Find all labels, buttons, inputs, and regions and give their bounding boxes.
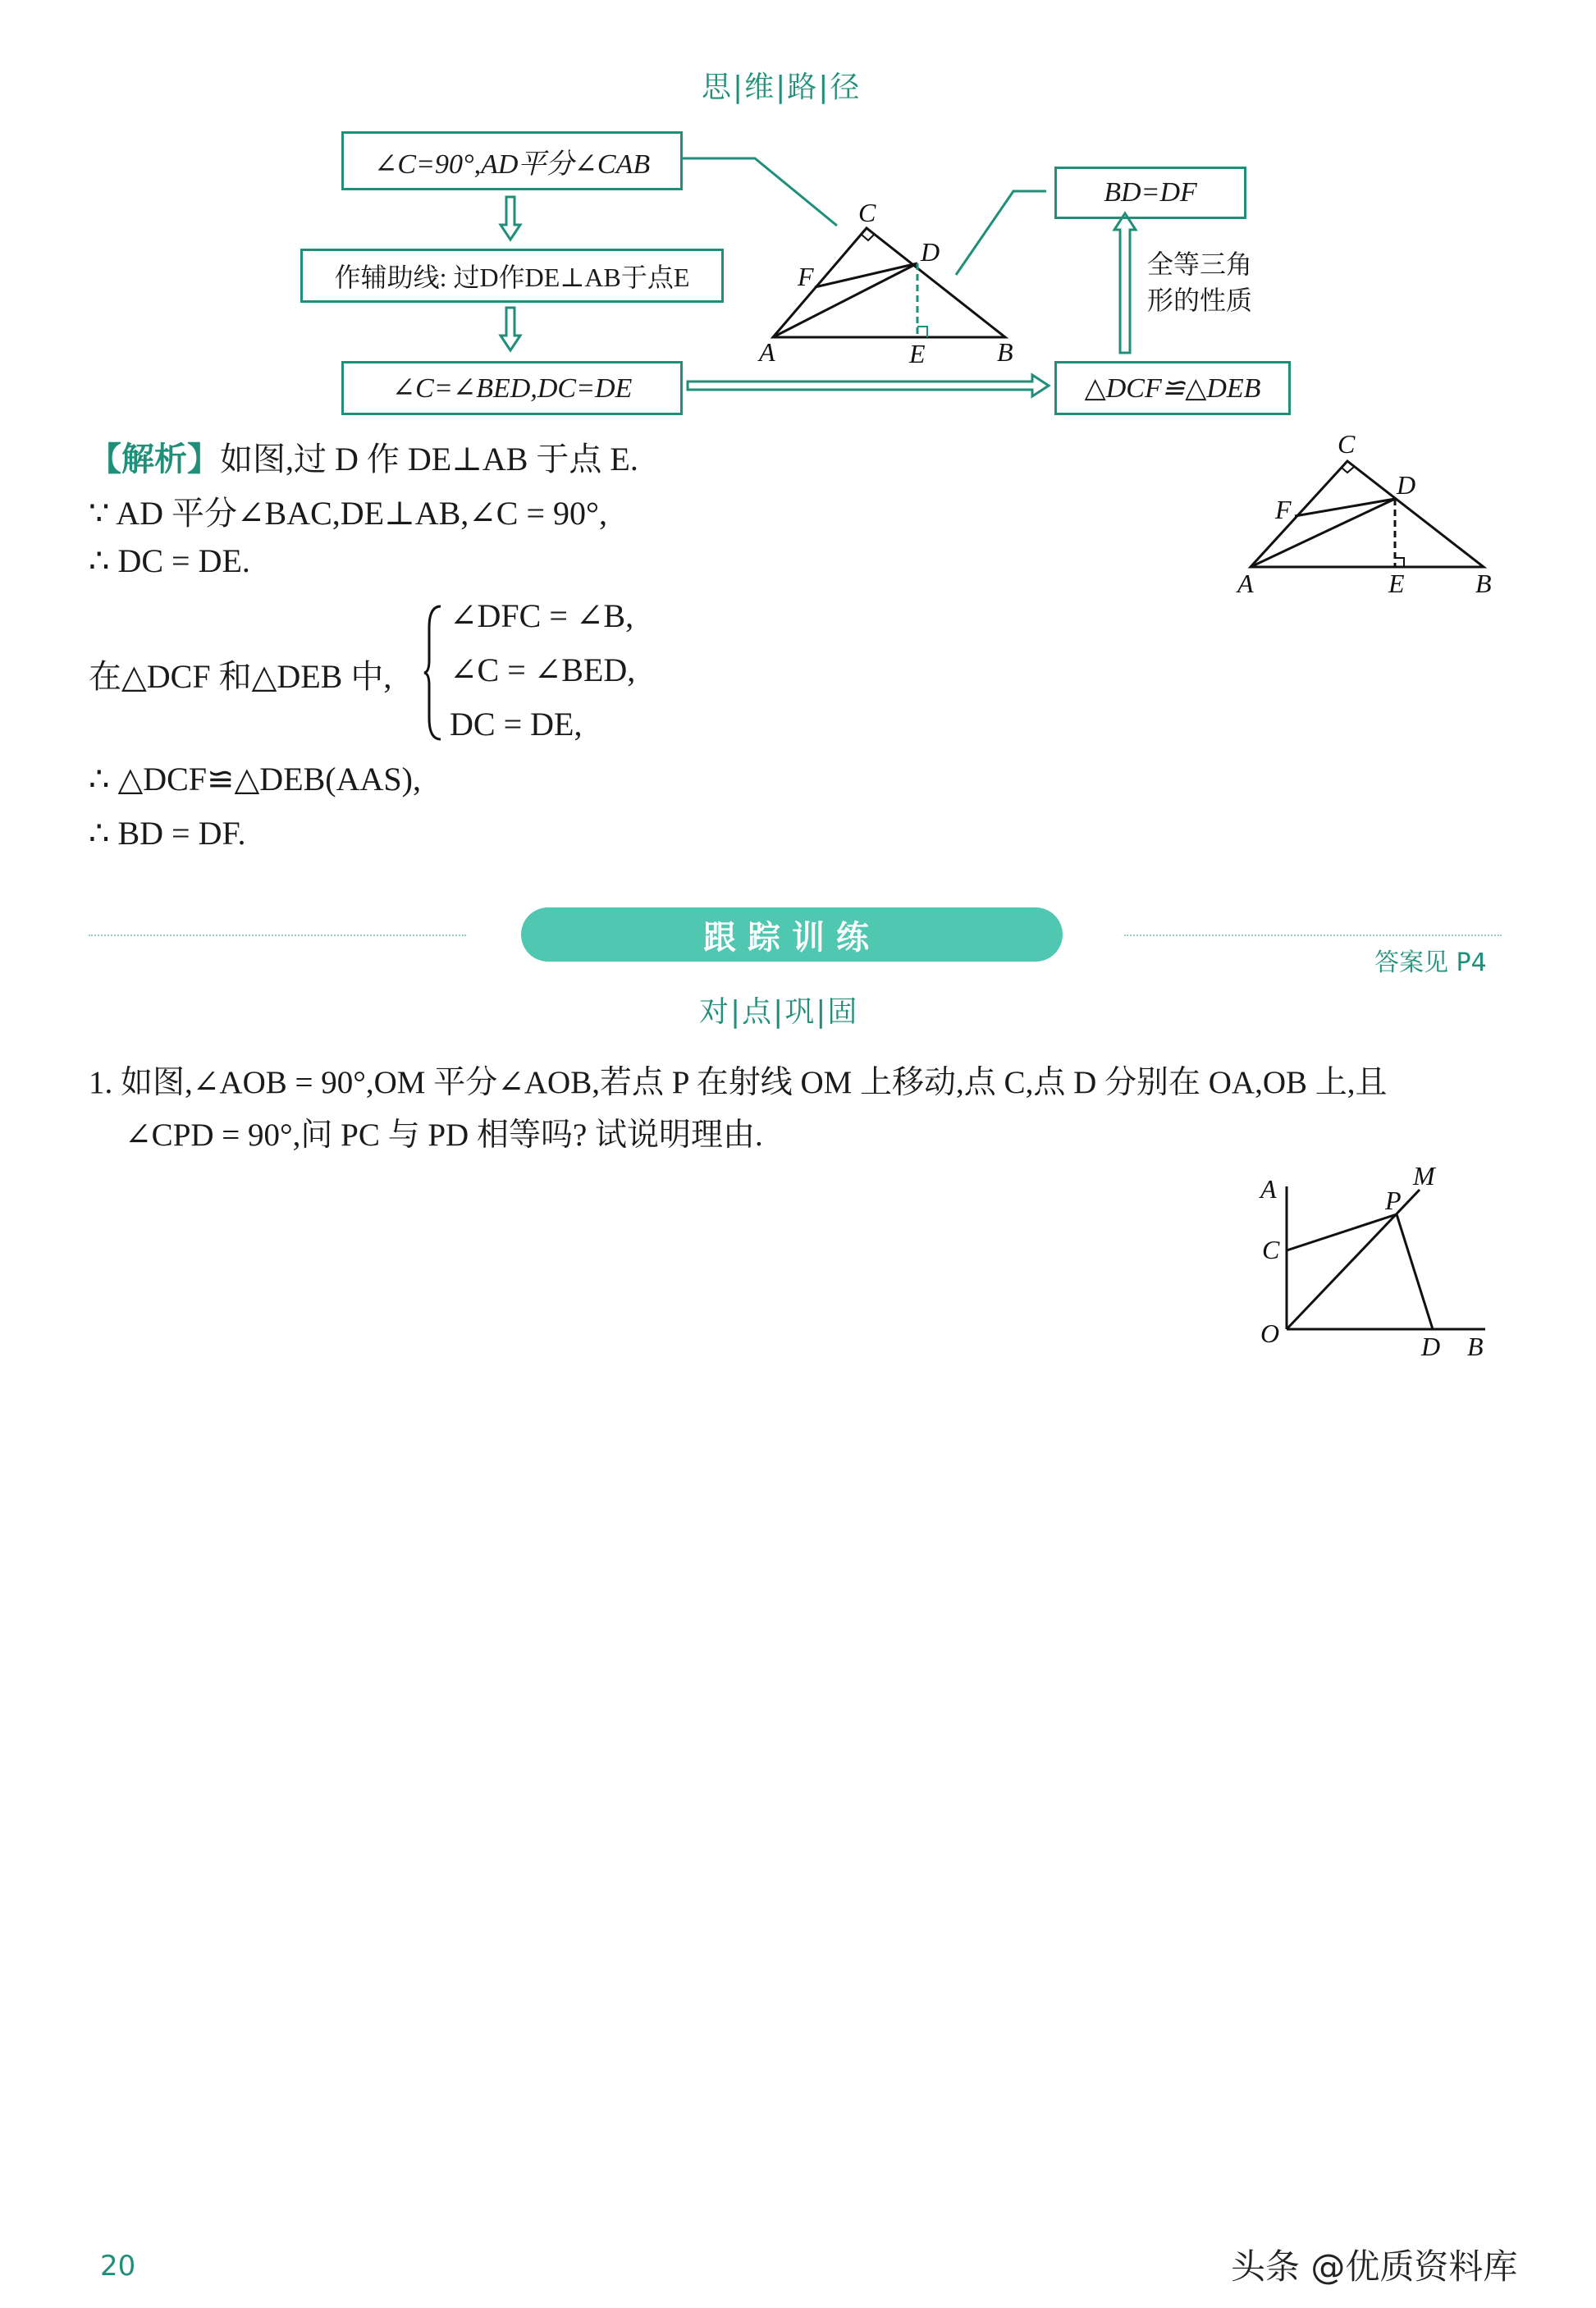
analysis-line5: ∴ BD = DF. <box>89 815 246 852</box>
brace-icon <box>423 603 447 743</box>
label-P: P <box>1385 1186 1402 1215</box>
label-D: D <box>1421 1332 1441 1361</box>
down-arrow-icon <box>501 308 520 350</box>
analysis-line1 <box>89 433 638 480</box>
label-B: B <box>1475 569 1492 598</box>
flow-box-auxiliary-line: 作辅助线: 过D作DE⊥AB于点E <box>300 249 724 303</box>
label-F: F <box>1275 495 1292 524</box>
arrow-label-line2: 形的性质 <box>1147 285 1253 316</box>
label-E: E <box>1388 569 1405 598</box>
section-banner: 跟踪训练 <box>521 907 1063 962</box>
angle-figure <box>1231 1149 1510 1378</box>
analysis-line4: ∴ △DCF≌△DEB(AAS), <box>89 761 421 798</box>
label-E: E <box>909 339 926 368</box>
label-B: B <box>997 337 1013 367</box>
label-C: C <box>1338 429 1356 459</box>
label-M: M <box>1413 1161 1435 1191</box>
label-A: A <box>1260 1174 1277 1204</box>
divider-left <box>89 935 466 936</box>
flow-box-congruent: △DCF≌△DEB <box>1054 361 1291 415</box>
practice-subtitle: 对|点|巩|固 <box>699 995 859 1029</box>
divider-right <box>1124 935 1502 936</box>
up-arrow-icon <box>1114 213 1136 353</box>
right-arrow-icon <box>688 375 1049 396</box>
label-F: F <box>798 262 814 291</box>
system-prefix: 在△DCF 和△DEB 中, <box>89 658 392 695</box>
question-1-line2: ∠CPD = 90°,问 PC 与 PD 相等吗? 试说明理由. <box>125 1117 763 1153</box>
label-C: C <box>1262 1235 1280 1264</box>
label-C: C <box>858 198 876 227</box>
flowchart-diagram <box>0 0 1596 459</box>
down-arrow-icon <box>501 197 520 240</box>
system-line2: ∠C = ∠BED, <box>450 651 636 688</box>
thinking-path-title: 思|维|路|径 <box>702 71 862 104</box>
label-D: D <box>921 237 940 267</box>
question-1-line1: 1. 如图,∠AOB = 90°,OM 平分∠AOB,若点 P 在射线 OM 上移动,点 C,点 D 分别在 OA,OB 上,且 <box>89 1065 1388 1100</box>
page-number: 20 <box>100 2250 136 2283</box>
answer-reference: 答案见 P4 <box>1374 948 1487 977</box>
flow-box-given: ∠C=90°,AD平分∠CAB <box>341 131 683 190</box>
flow-box-conclusion: BD=DF <box>1054 167 1246 219</box>
analysis-line2: ∵ AD 平分∠BAC,DE⊥AB,∠C = 90°, <box>89 495 608 532</box>
analysis-tag: 【解析】 <box>89 441 220 478</box>
label-A: A <box>759 337 775 367</box>
watermark: 头条 @优质资料库 <box>1231 2246 1518 2287</box>
triangle-figure <box>1214 418 1510 607</box>
label-A: A <box>1237 569 1254 598</box>
arrow-label-line1: 全等三角 <box>1147 249 1253 280</box>
label-B: B <box>1467 1332 1484 1361</box>
analysis-text: 如图,过 D 作 DE⊥AB 于点 E. <box>220 441 638 478</box>
system-line1: ∠DFC = ∠B, <box>450 597 634 634</box>
label-O: O <box>1260 1319 1280 1348</box>
flow-box-equal-angles: ∠C=∠BED,DC=DE <box>341 361 683 415</box>
analysis-line3: ∴ DC = DE. <box>89 542 250 579</box>
label-D: D <box>1397 470 1416 500</box>
system-line3: DC = DE, <box>450 706 583 743</box>
